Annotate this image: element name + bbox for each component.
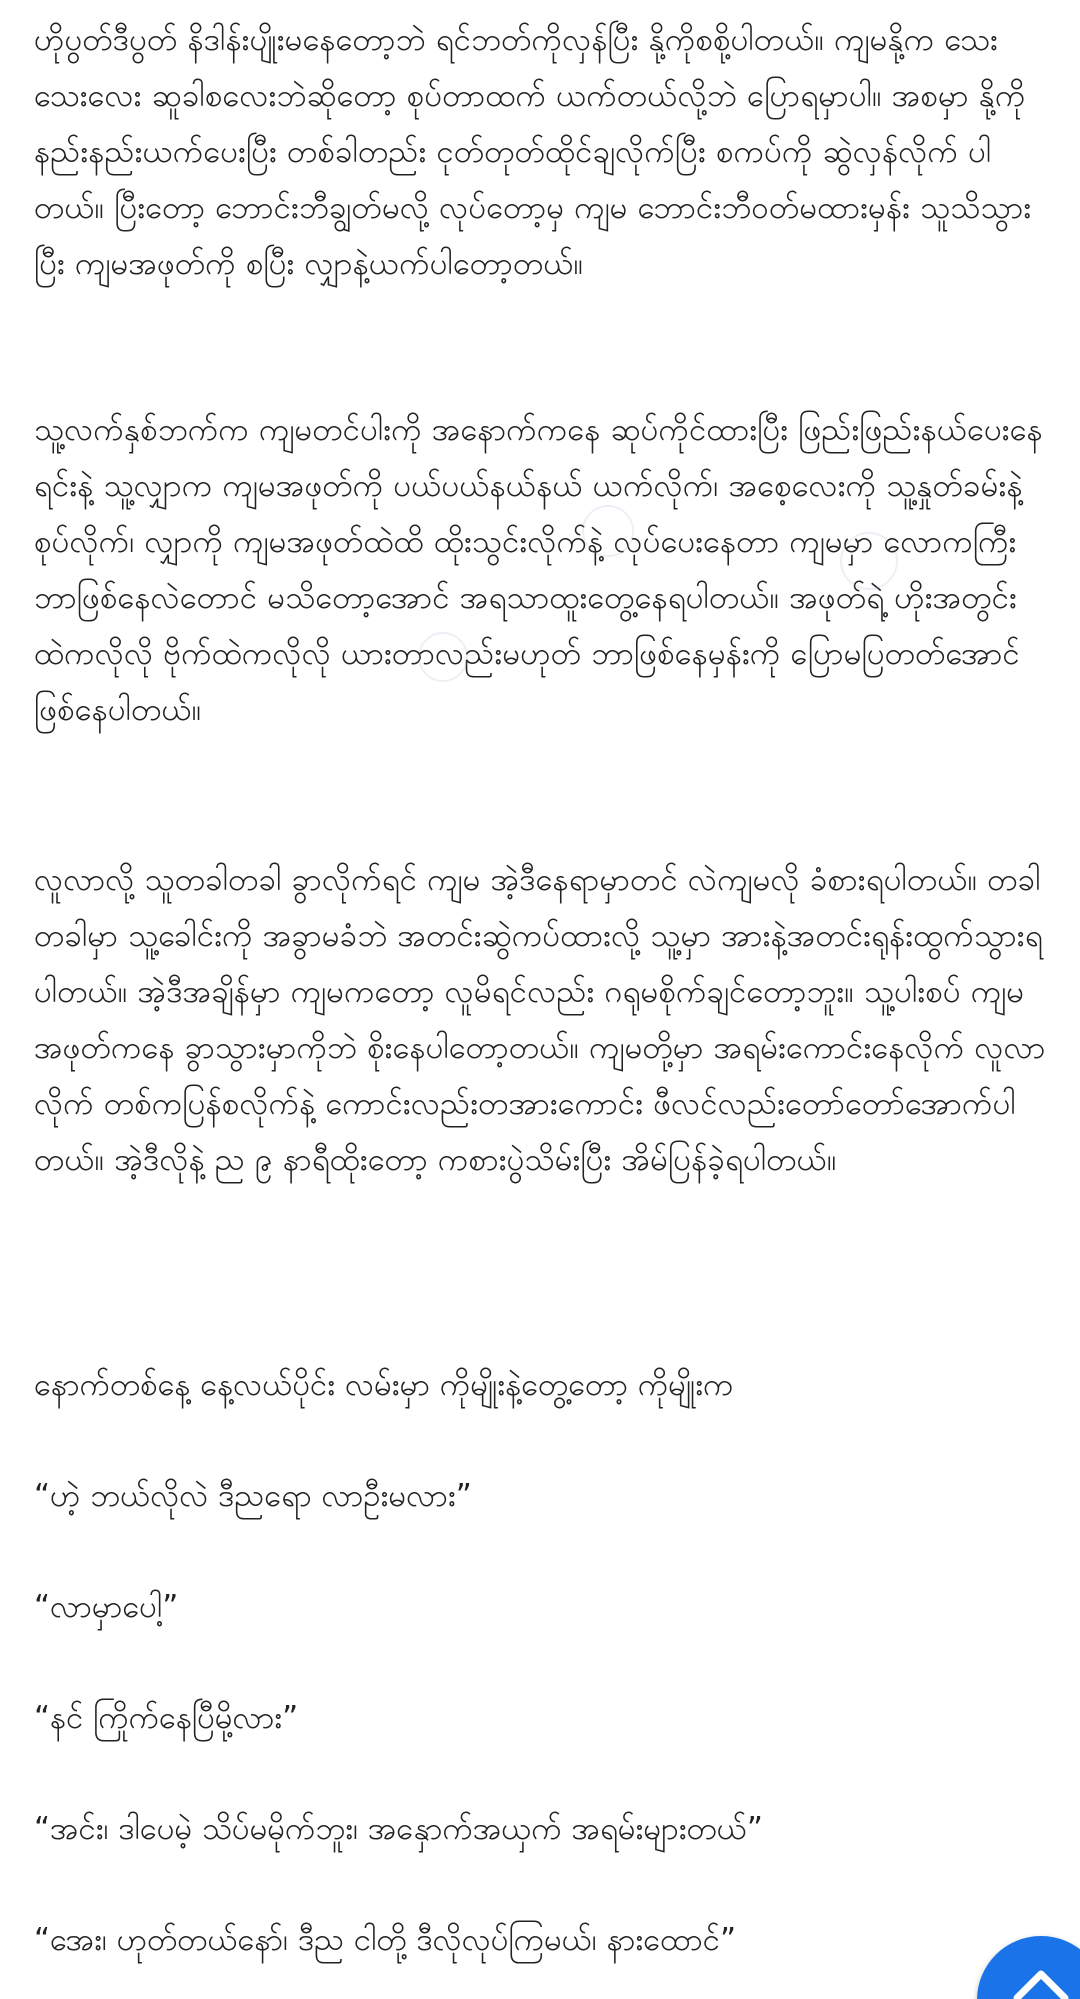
narration-line: နောက်တစ်နေ့ နေ့လယ်ပိုင်း လမ်းမှာ ကိုမျိုးနဲ့တွေ့တော့ ကိုမျိုးက: [34, 1367, 734, 1403]
chevron-up-icon: [1007, 1958, 1075, 1999]
paragraph-1: ဟိုပွတ်ဒီပွတ် နိဒါန်းပျိုးမနေတော့ဘဲ ရင်ဘတ်ကိုလှန်ပြီး နို့ကိုစစို့ပါတယ်။ ကျမနို့က သေးသေးလေး ဆူခါစလေးဘဲဆိုတော့ စုပ်တာထက် ယက်တယ်လို့ဘဲ ပြောရမှာပါ။ အစမှာ နို့ကို နည်းနည်းယက်ပေးပြီး တစ်ခါတည်း ငုတ်တုတ်ထိုင်ချလိုက်ပြီး စကပ်ကို ဆွဲလှန်လိုက် ပါတယ်။ ပြီးတော့ ဘောင်းဘီချွတ်မလို့ လုပ်တော့မှ ကျမ ဘောင်းဘီဝတ်မထားမှန်း သူသိသွားပြီး ကျမအဖုတ်ကို စပြီး လျှာနဲ့ယက်ပါတော့တယ်။: [34, 22, 1032, 282]
dialogue-line: “လာမှာပေါ့”: [34, 1589, 179, 1625]
paragraph-2: သူ့လက်နှစ်ဘက်က ကျမတင်ပါးကို အနောက်ကနေ ဆုပ်ကိုင်ထားပြီး ဖြည်းဖြည်းနယ်ပေးနေရင်းနဲ့ သူ့လျှာက ကျမအဖုတ်ကို ပယ်ပယ်နယ်နယ် ယက်လိုက်၊ အစေ့လေးကို သူ့နှုတ်ခမ်းနဲ့ စုပ်လိုက်၊ လျှာကို ကျမအဖုတ်ထဲထိ ထိုးသွင်းလိုက်နဲ့ လုပ်ပေးနေတာ ကျမမှာ လောကကြီး ဘာဖြစ်နေလဲတောင် မသိတော့အောင် အရသာထူးတွေ့နေရပါတယ်။ အဖုတ်ရဲ့ ဟိုးအတွင်းထဲကလိုလို ဗိုက်ထဲကလိုလို ယားတာလည်းမဟုတ် ဘာဖြစ်နေမှန်းကို ပြောမပြတတ်အောင် ဖြစ်နေပါတယ်။: [34, 412, 1043, 728]
dialogue-line: “အင်း၊ ဒါပေမဲ့ သိပ်မမိုက်ဘူး၊ အနှောက်အယှက် အရမ်းများတယ်”: [34, 1811, 763, 1847]
paragraph-3: လူလာလို့ သူတခါတခါ ခွာလိုက်ရင် ကျမ အဲ့ဒီနေရာမှာတင် လဲကျမလို ခံစားရပါတယ်။ တခါတခါမှာ သူ့ခေါင်းကို အခွာမခံဘဲ အတင်းဆွဲကပ်ထားလို့ သူ့မှာ အားနဲ့အတင်းရုန်းထွက်သွားရပါတယ်။ အဲ့ဒီအချိန်မှာ ကျမကတော့ လူမိရင်လည်း ဂရုမစိုက်ချင်တော့ဘူး။ သူ့ပါးစပ် ကျမအဖုတ်ကနေ ခွာသွားမှာကိုဘဲ စိုးနေပါတော့တယ်။ ကျမတို့မှာ အရမ်းကောင်းနေလိုက် လူလာလိုက် တစ်ကပြန်စလိုက်နဲ့ ကောင်းလည်းတအားကောင်း ဖီလင်လည်းတော်တော်အောက်ပါတယ်။ အဲ့ဒီလိုနဲ့ ည ၉ နာရီထိုးတော့ ကစားပွဲသိမ်းပြီး အိမ်ပြန်ခဲ့ရပါတယ်။: [34, 862, 1046, 1178]
dialogue-line: “အေး၊ ဟုတ်တယ်နော်၊ ဒီည ငါတို့ ဒီလိုလုပ်ကြမယ်၊ နားထောင်”: [34, 1922, 737, 1958]
dialogue-line: “ဟဲ့ ဘယ်လိုလဲ ဒီညရော လာဦးမလား”: [34, 1478, 472, 1514]
dialogue-line: “နင် ကြိုက်နေပြီမို့လား”: [34, 1700, 299, 1736]
